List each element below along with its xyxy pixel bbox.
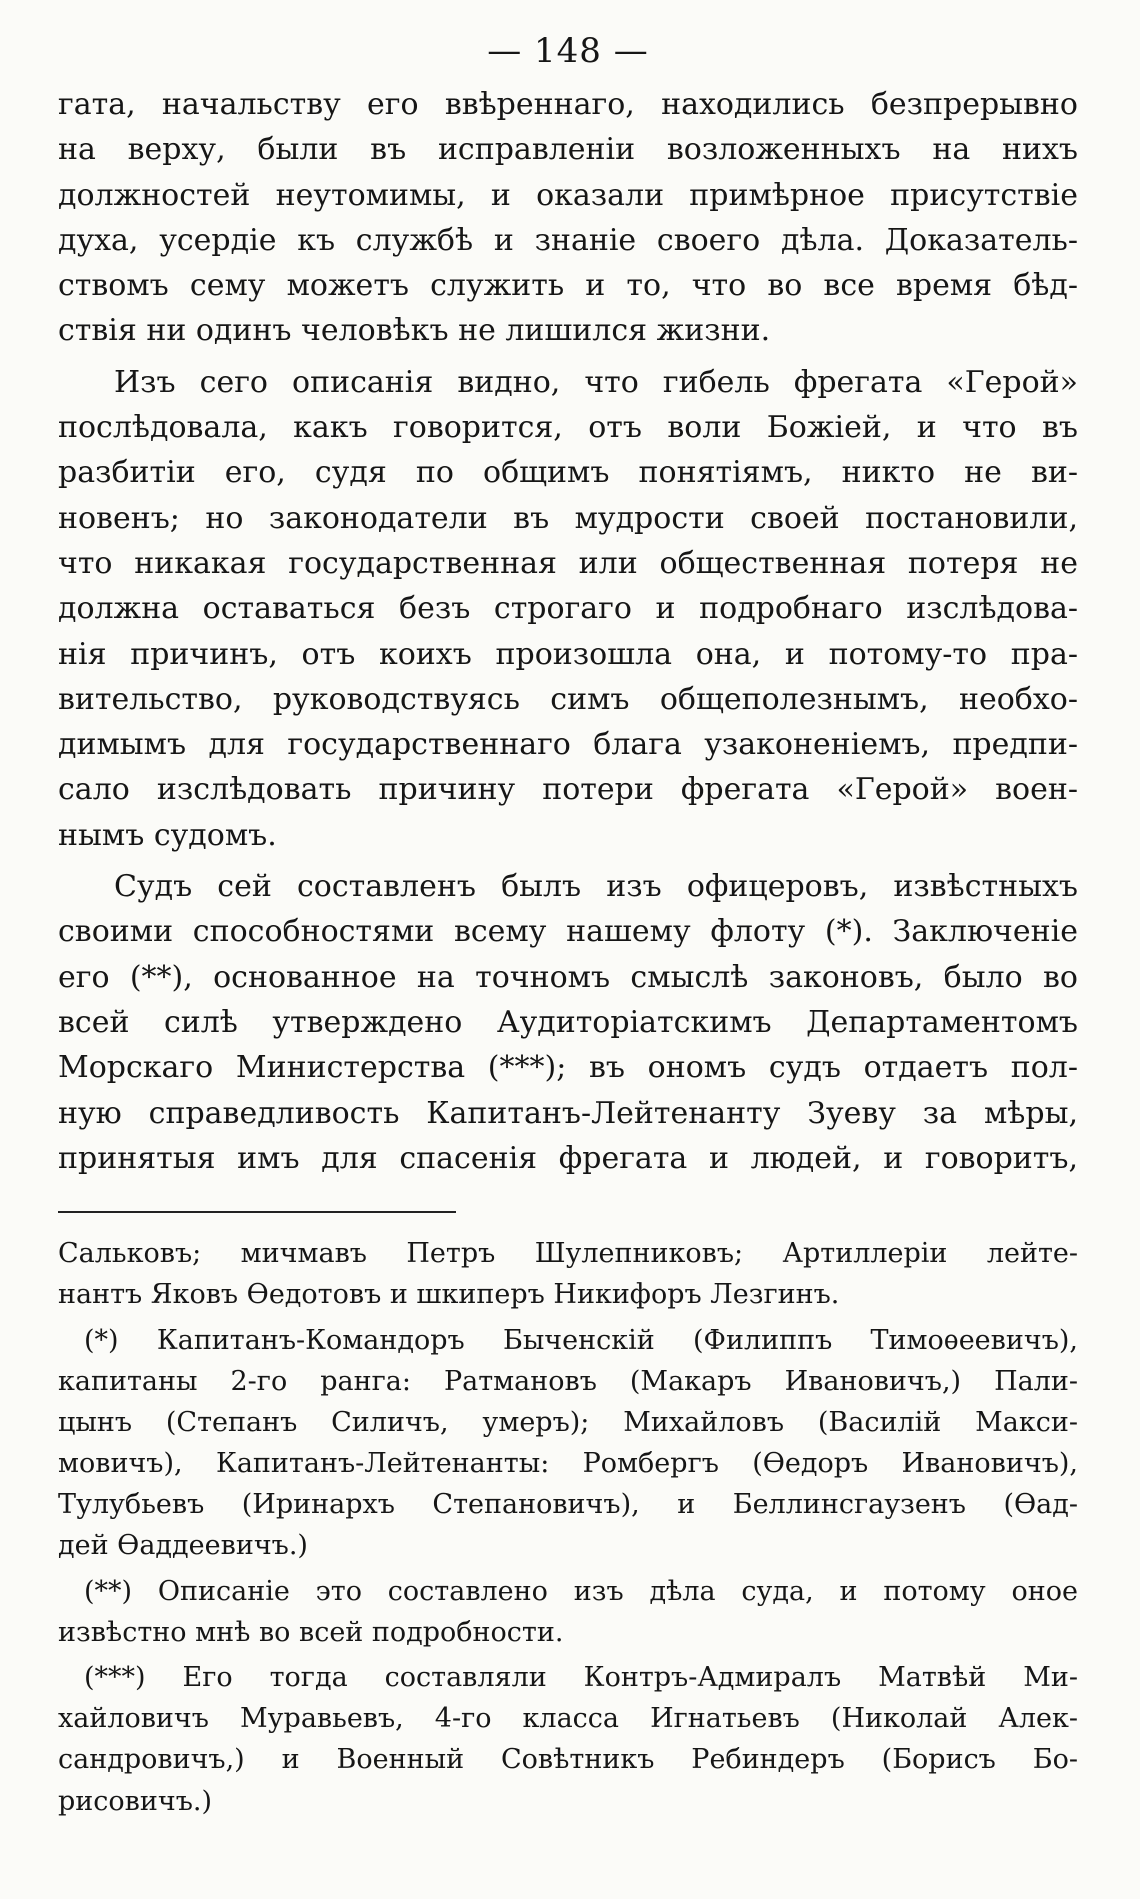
page-number: — 148 — [487,31,649,71]
text-line: принятыя имъ для спасенія фрегата и людей, и говоритъ, [58,1140,1078,1176]
footnote-2 [58,1571,1078,1653]
text-line: Изъ сего описанія видно, что гибель фрегата «Герой» [114,364,1078,400]
text-line: на верху, были въ исправленіи возложенныхъ на нихъ [58,132,1078,168]
text-line: должностей неутомимы, и оказали примѣрное присутствіе [58,177,1078,213]
text-line: что никакая государственная или общественная потеря не [58,545,1078,581]
text-line: ствомъ сему можетъ служить и то, что во все время бѣд- [58,268,1078,304]
text-line: нымъ судомъ. [58,817,277,853]
footnote-line: (**) Описаніе это составлено изъ дѣла суда, и потому оное [84,1575,1078,1607]
text-line: всей силѣ утверждено Аудиторіатскимъ Департаментомъ [58,1004,1078,1040]
footnote-line: рисовичъ.) [58,1785,212,1817]
text-line: духа, усердіе къ службѣ и знаніе своего дѣла. Доказатель- [58,222,1078,258]
footnote-line: хайловичъ Муравьевъ, 4-го класса Игнатьевъ (Николай Алек- [58,1703,1078,1735]
footnote-line: Сальковъ; мичмавъ Петръ Шулепниковъ; Артиллеріи лейте- [58,1238,1078,1270]
text-line: Морскаго Министерства (***); въ ономъ судъ отдаетъ пол- [58,1050,1078,1086]
text-line: нія причинъ, отъ коихъ произошла она, и потому-то пра- [58,636,1078,672]
footnote-1 [58,1320,1078,1567]
text-line: Судъ сей составленъ былъ изъ офицеровъ, извѣстныхъ [114,869,1078,905]
text-line: сало изслѣдовать причину потери фрегата «Герой» воен- [58,772,1078,808]
text-line: своими способностями всему нашему флоту (*). Заключеніе [58,914,1078,950]
text-line: его (**), основанное на точномъ смыслѣ законовъ, было во [58,959,1078,995]
paragraph-2 [58,360,1078,858]
footnote-line: сандровичъ,) и Военный Совѣтникъ Ребиндеръ (Борисъ Бо- [58,1744,1078,1776]
main-text [58,82,1078,1181]
footnote-line: мовичъ), Капитанъ-Лейтенанты: Ромбергъ (Өедоръ Ивановичъ), [58,1448,1078,1480]
text-line: гата, начальству его ввѣреннаго, находились безпрерывно [58,87,1078,122]
footnote-line: (*) Капитанъ-Командоръ Быченскій (Филиппъ Тимоѳеевичъ), [84,1324,1078,1356]
text-line: вительство, руководствуясь симъ общеполезнымъ, необхо- [58,681,1078,717]
footnote-line: (***) Его тогда составляли Контръ-Адмиралъ Матвѣй Ми- [84,1662,1078,1693]
footnote-line: извѣстно мнѣ во всей подробности. [58,1616,564,1648]
text-line: новенъ; но законодатели въ мудрости своей постановили, [58,500,1078,536]
footnote-line: капитаны 2-го ранга: Ратмановъ (Макаръ Ивановичъ,) Пали- [58,1365,1078,1397]
paragraph-3 [58,864,1078,1181]
footnote-divider [58,1211,456,1213]
footnote-line: Тулубьевъ (Иринархъ Степановичъ), и Беллинсгаузенъ (Өад- [58,1489,1078,1521]
footnote-continued [58,1233,1078,1315]
text-line: ствія ни одинъ человѣкъ не лишился жизни. [58,313,771,349]
text-line: послѣдовала, какъ говорится, отъ воли Божіей, и что въ [58,410,1078,446]
footnote-line: нантъ Яковъ Өедотовъ и шкиперъ Никифоръ Лезгинъ. [58,1279,840,1311]
footnotes [58,1233,1078,1822]
footnote-3 [58,1657,1078,1822]
text-line: ную справедливость Капитанъ-Лейтенанту Зуеву за мѣры, [58,1095,1078,1131]
footnote-line: цынъ (Степанъ Силичъ, умеръ); Михайловъ (Василій Макси- [58,1406,1078,1438]
text-line: должна оставаться безъ строгаго и подробнаго изслѣдова- [58,591,1078,627]
paragraph-1 [58,82,1078,354]
text-line: димымъ для государственнаго блага узаконеніемъ, предпи- [58,727,1078,763]
text-line: разбитіи его, судя по общимъ понятіямъ, никто не ви- [58,455,1078,491]
footnote-line: дей Өаддеевичъ.) [58,1530,308,1562]
